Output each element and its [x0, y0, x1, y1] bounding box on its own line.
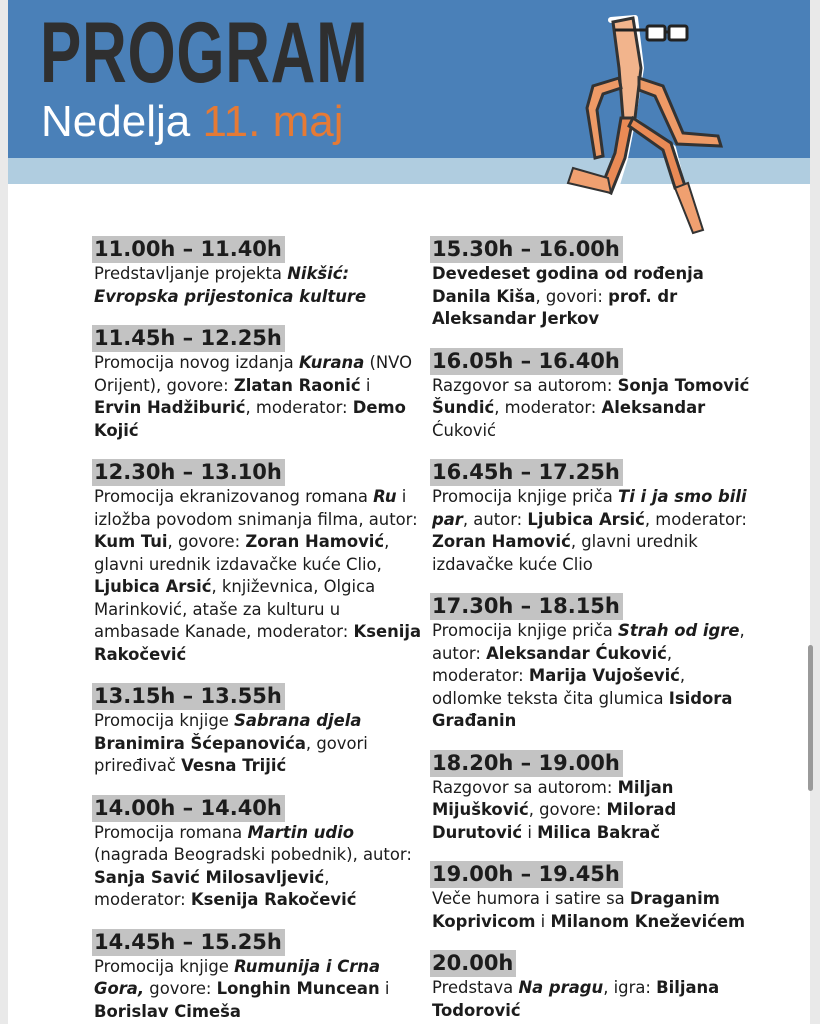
description-text: , moderator: [644, 509, 747, 529]
description-text: , autor: [432, 621, 745, 663]
highlighted-text: Ru [373, 487, 397, 506]
description-text: i izložba povodom snimanja filma, autor: [94, 487, 418, 529]
program-page [8, 0, 810, 1024]
highlighted-text: Vesna Trijić [181, 756, 287, 775]
highlighted-text: Nikšić: Evropska prijestonica kulture [94, 264, 367, 306]
description-text: , moderator: [494, 398, 602, 417]
date: 11. maj [202, 97, 344, 146]
highlighted-text: Kurana [298, 353, 365, 372]
description-text: i [522, 822, 538, 842]
description-text: Veče humora i satire sa [432, 889, 630, 908]
schedule-event [430, 593, 760, 733]
highlighted-text: Devedeset godina od rođenja Danila Kiša [432, 264, 704, 306]
description-text: i [360, 375, 371, 395]
event-time: 15.30h – 16.00h [430, 236, 623, 263]
highlighted-text: Ljubica Arsić [527, 509, 645, 529]
description-text: , govori: [535, 286, 609, 306]
highlighted-text: Borislav Cimeša [94, 1001, 241, 1021]
event-description [430, 888, 760, 933]
schedule-event [430, 861, 760, 933]
schedule-event [92, 236, 422, 308]
highlighted-text: Milanom Kneževićem [550, 911, 746, 931]
event-time: 14.45h – 15.25h [92, 929, 285, 956]
highlighted-text: Kum Tui [94, 532, 168, 551]
highlighted-text: Isidora Građanin [432, 688, 733, 730]
schedule-event [92, 459, 422, 666]
description-text: , govore: [167, 532, 246, 551]
event-time: 18.20h – 19.00h [430, 750, 623, 777]
event-time: 20.00h [430, 950, 516, 977]
description-text: , odlomke teksta čita glumica [432, 666, 686, 708]
description-text: , moderator: [94, 867, 330, 909]
highlighted-text: Sonja Tomović Šundić [432, 375, 750, 417]
description-text: , glavni urednik izdavačke kuće Clio, [94, 532, 390, 574]
description-text: Ćuković [432, 420, 497, 440]
description-text: i [379, 979, 390, 998]
description-text: (nagrada Beogradski pobednik), autor: [94, 845, 412, 864]
highlighted-text: Zoran Hamović [245, 532, 385, 551]
description-text: Razgovor sa autorom: [432, 375, 618, 395]
highlighted-text: Branimira Šćepanovića [94, 733, 306, 753]
event-time: 17.30h – 18.15h [430, 593, 623, 620]
description-text: Predstavljanje projekta [94, 264, 288, 283]
description-text: Promocija ekranizovanog romana [94, 487, 374, 506]
event-description [92, 710, 422, 778]
highlighted-text: Miljan Mijušković [432, 777, 674, 819]
highlighted-text: Ljubica Arsić [94, 577, 212, 596]
schedule-event [430, 236, 760, 331]
description-text: Promocija knjige [94, 956, 235, 976]
page-title: PROGRAM [40, 5, 369, 101]
highlighted-text: Aleksandar Ćuković [486, 643, 667, 663]
day-subtitle [41, 97, 344, 146]
description-text: , moderator: [245, 398, 353, 417]
highlighted-text: Demo Kojić [94, 398, 406, 440]
schedule-event [92, 325, 422, 442]
highlighted-text: Longhin Muncean [216, 979, 380, 998]
event-time: 13.15h – 13.55h [92, 683, 285, 710]
highlighted-text: Sabrana djela [234, 711, 362, 730]
event-time: 11.00h – 11.40h [92, 236, 285, 263]
event-time: 14.00h – 14.40h [92, 795, 285, 822]
highlighted-text: Strah od igre [618, 621, 740, 640]
schedule-event [92, 683, 422, 778]
highlighted-text: Sanja Savić Milosavljević [94, 867, 325, 887]
highlighted-text: Martin udio [247, 822, 355, 842]
description-text: govore: [144, 979, 217, 998]
event-description [92, 956, 422, 1024]
description-text: Promocija novog izdanja [94, 353, 299, 372]
event-description [92, 486, 422, 666]
highlighted-text: Zlatan Raonić [233, 375, 361, 395]
description-text: , moderator: [432, 643, 673, 685]
description-text: , autor: [462, 509, 528, 529]
highlighted-text: Marija Vujošević [528, 666, 680, 685]
highlighted-text: Milorad Durutović [432, 800, 677, 842]
description-text: i [535, 911, 551, 931]
description-text: Promocija knjige priča [432, 621, 619, 640]
highlighted-text: Ervin Hadžiburić [94, 398, 246, 417]
schedule-event [430, 459, 760, 576]
description-text: Promocija knjige priča [432, 487, 619, 506]
schedule-event [92, 795, 422, 912]
schedule-column-left [92, 236, 422, 1024]
highlighted-text: Ti i ja smo bili par [432, 487, 747, 529]
description-text: Predstava [432, 978, 519, 997]
description-text: , govore: [528, 800, 607, 819]
description-text: , igra: [603, 978, 657, 997]
highlighted-text: Ksenija Rakočević [190, 890, 357, 909]
highlighted-text: Draganim Koprivicom [432, 889, 720, 931]
running-book-figure-icon [553, 8, 783, 238]
schedule-event [430, 348, 760, 443]
event-description [430, 375, 760, 443]
event-description [430, 777, 760, 845]
highlighted-text: Na pragu [518, 978, 604, 997]
description-text: , govori priređivač [94, 733, 368, 775]
highlighted-text: Biljana Todorović [432, 978, 720, 1020]
day-name: Nedelja [41, 97, 191, 146]
event-time: 16.05h – 16.40h [430, 348, 623, 375]
event-time: 19.00h – 19.45h [430, 861, 623, 888]
description-text: Promocija romana [94, 822, 248, 842]
event-time: 16.45h – 17.25h [430, 459, 623, 486]
event-description [430, 620, 760, 733]
schedule-event [430, 750, 760, 845]
highlighted-text: Aleksandar [601, 398, 706, 417]
schedule-event [92, 929, 422, 1024]
event-description [430, 977, 760, 1022]
schedule-column-right [430, 236, 760, 1024]
event-description [92, 822, 422, 912]
event-time: 11.45h – 12.25h [92, 325, 285, 352]
event-time: 12.30h – 13.10h [92, 459, 285, 486]
description-text: , književnica, Olgica Marinković, ataše za kulturu u ambasade Kanade, moderator: [94, 577, 376, 641]
event-description [430, 263, 760, 331]
description-text: (NVO Orijent), govore: [94, 353, 412, 395]
event-description [92, 352, 422, 442]
highlighted-text: Zoran Hamović [432, 532, 571, 551]
highlighted-text: prof. dr Aleksandar Jerkov [432, 286, 678, 328]
description-text: Promocija knjige [94, 711, 235, 730]
event-description [430, 486, 760, 576]
description-text: , glavni urednik izdavačke kuće Clio [432, 532, 698, 574]
highlighted-text: Milica Bakrač [537, 822, 661, 842]
scrollbar[interactable] [808, 645, 813, 791]
event-description [92, 263, 422, 308]
schedule-event [430, 950, 760, 1022]
highlighted-text: Rumunija i Crna Gora, [94, 956, 381, 998]
description-text: Razgovor sa autorom: [432, 777, 618, 797]
highlighted-text: Ksenija Rakočević [94, 622, 422, 664]
